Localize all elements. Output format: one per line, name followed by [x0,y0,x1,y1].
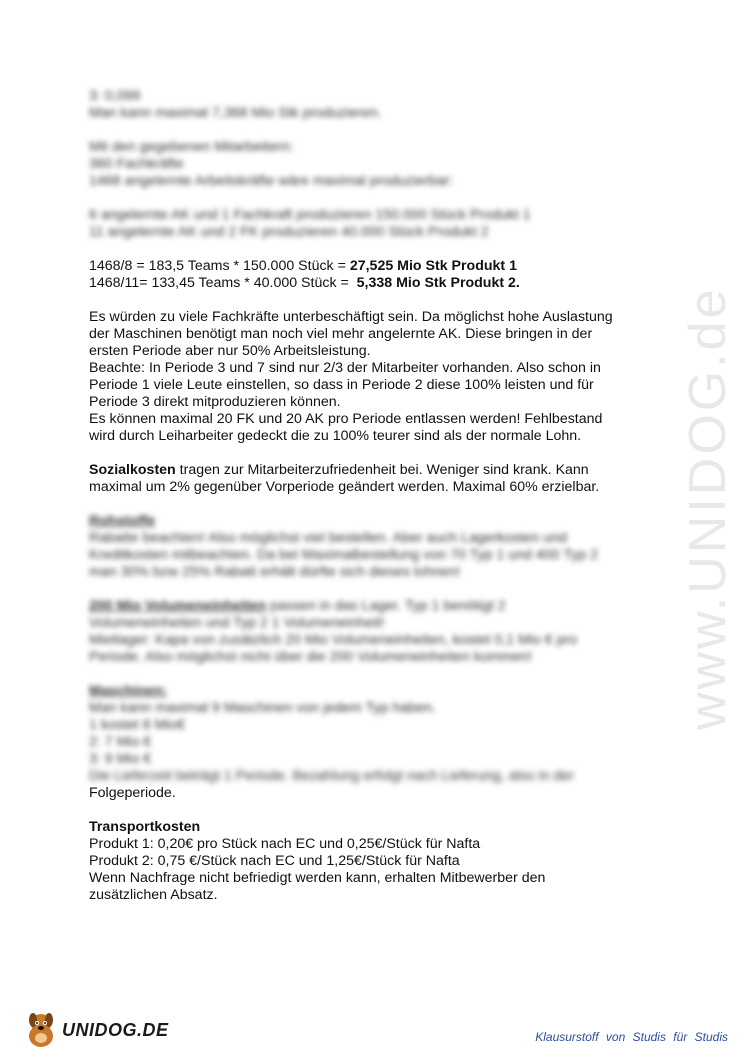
machines-line: Die Lieferzeit beträgt 1 Periode. Bezahlung erfolgt nach Lieferung, also in der [89,768,575,784]
machines-line: Folgeperiode. [89,785,176,801]
transport-costs-line: zusätzlichen Absatz. [89,887,218,903]
dog-logo-icon [24,1010,58,1050]
calculation-text: 1468/8 = 183,5 Teams * 150.000 Stück = [89,258,350,274]
staff-block [89,139,669,190]
transport-costs-line: Wenn Nachfrage nicht befriedigt werden kann, erhalten Mitbewerber den [89,870,546,886]
storage-block [89,598,669,666]
machines-blurred-part [89,683,669,785]
workforce-line: Periode 1 viele Leute einstellen, so dass in Periode 2 diese 100% leisten und für [89,377,594,393]
workforce-line: wird durch Leiharbeiter gedeckt die zu 100% teurer sind als der normale Lohn. [89,428,582,444]
raw-materials-title: Rohstoffe [89,513,156,529]
calculation-block [89,258,669,292]
workforce-line: Es können maximal 20 FK und 20 AK pro Periode entlassen werden! Fehlbestand [89,411,603,427]
document-body [89,88,669,921]
storage-line: Periode. Also möglichst nicht über die 200 Volumeneinheiten kommen! [89,649,533,665]
machines-title: Maschinen: [89,683,168,699]
storage-line [89,598,669,615]
workforce-line: der Maschinen benötigt man noch viel mehr angelernte AK. Diese bringen in der [89,326,593,342]
storage-title: 200 Mio Volumeneinheiten [89,598,267,614]
transport-costs-title: Transportkosten [89,819,201,835]
calculation-line [89,275,669,292]
social-costs-block [89,462,669,496]
calculation-result: 27,525 Mio Stk Produkt 1 [349,258,517,274]
staff-line: 1468 angelernte Arbeitskräfte wäre maximal produzierbar: [89,173,454,189]
calculation-line [89,258,669,275]
teams-line: 11 angelernte AK und 2 FK produzieren 40.000 Stück Produkt 2 [89,224,489,240]
workforce-line: Es würden zu viele Fachkräfte unterbeschäftigt sein. Da möglichst hohe Auslastung [89,309,613,325]
workforce-line: ersten Periode aber nur 50% Arbeitsleistung. [89,343,371,359]
transport-costs-line: Produkt 2: 0,75 €/Stück nach EC und 1,25€/Stück für Nafta [89,853,460,869]
calculation-text: 1468/11= 133,45 Teams * 40.000 Stück = [89,275,357,291]
storage-text: passen in das Lager. Typ 1 benötigt 2 [266,598,506,614]
machines-line: 3: 9 Mio € [89,751,152,767]
workforce-block [89,309,669,445]
workforce-line: Periode 3 direkt mitproduzieren können. [89,394,341,410]
calculation-result: 5,338 Mio Stk Produkt 2. [356,275,520,291]
machines-block [89,683,669,802]
intro-line: Man kann maximal 7,368 Mio Stk produzieren. [89,105,382,121]
raw-materials-line: man 30% bzw 25% Rabatt erhält dürfte sich dieses lohnen! [89,564,461,580]
transport-costs-block [89,819,669,904]
social-costs-title: Sozialkosten [89,462,176,478]
social-costs-line [89,462,669,479]
machines-line: 2: 7 Mio € [89,734,152,750]
footer-logo [24,1008,169,1052]
social-costs-line: maximal um 2% gegenüber Vorperiode geändert werden. Maximal 60% erzielbar. [89,479,600,495]
social-costs-text: tragen zur Mitarbeiterzufriedenheit bei. Weniger sind krank. Kann [175,462,589,478]
footer-tagline: Klausurstoff von Studis für Studis [535,1030,728,1044]
storage-line: Volumeneinheiten und Typ 2 1 Volumeneinheit! [89,615,385,631]
storage-line: Mietlager: Kapa von zusätzlich 20 Mio Volumeneinheiten, kostet 0,1 Mio € pro [89,632,578,648]
logo-text: UNIDOG.DE [62,1019,169,1040]
transport-costs-line: Produkt 1: 0,20€ pro Stück nach EC und 0,25€/Stück für Nafta [89,836,481,852]
staff-line: 360 Fachkräfte [89,156,184,172]
raw-materials-line: Rabatte beachten! Also möglichst viel bestellen. Aber auch Lagerkosten und [89,530,567,546]
raw-materials-block [89,513,669,581]
raw-materials-line: Kreditkosten mitbeachten. Da bei Maximalbestellung von 70 Typ 1 und 400 Typ 2 [89,547,598,563]
staff-line: Mit den gegebenen Mitarbeitern: [89,139,294,155]
watermark: www.UNIDOG.de [679,286,737,730]
teams-block [89,207,669,241]
machines-line: Man kann maximal 9 Maschinen von jedem Typ haben. [89,700,436,716]
teams-line: 6 angelernte AK und 1 Fachkraft produzieren 150.000 Stück Produkt 1 [89,207,531,223]
workforce-line: Beachte: In Periode 3 und 7 sind nur 2/3 der Mitarbeiter vorhanden. Also schon in [89,360,601,376]
intro-line: 3: 0,099 [89,88,141,104]
machines-line: 1 kostet 8 Mio€ [89,717,186,733]
intro-block [89,88,669,122]
